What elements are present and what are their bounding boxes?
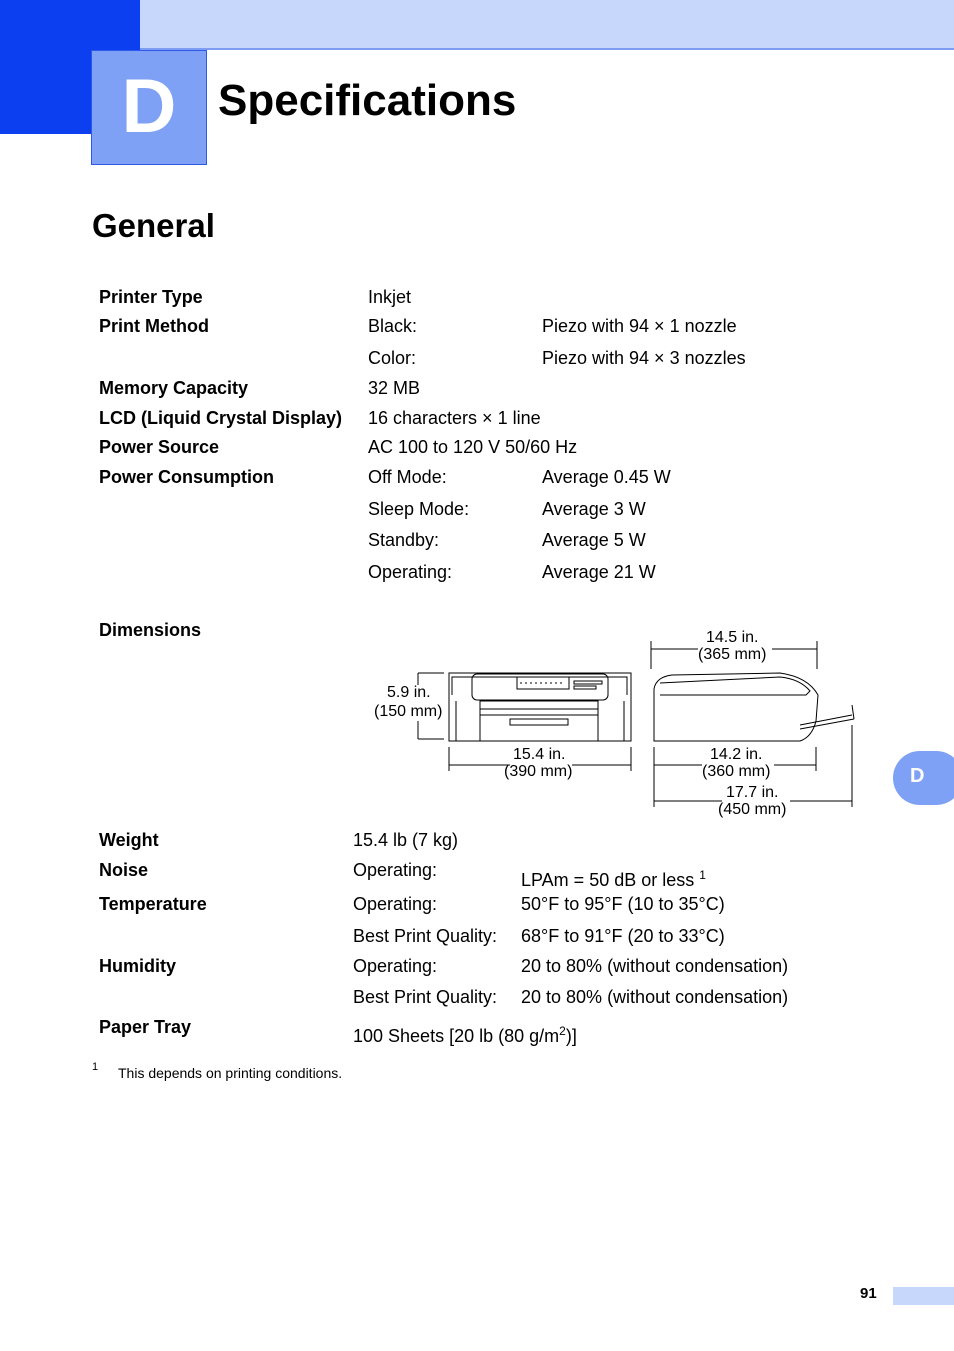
printer-type-label: Printer Type bbox=[99, 287, 203, 307]
page-number-bar bbox=[893, 1287, 954, 1305]
weight-value: 15.4 lb (7 kg) bbox=[353, 830, 459, 850]
top-depth-in-label: 14.5 in. bbox=[706, 629, 759, 646]
print-method-black-label: Black: bbox=[368, 316, 418, 336]
power-mode-label: Operating: bbox=[368, 562, 453, 582]
memory-capacity-label: Memory Capacity bbox=[99, 378, 249, 398]
full-depth-mm-label: (450 mm) bbox=[718, 801, 787, 818]
width-mm-label: (390 mm) bbox=[504, 763, 573, 780]
paper-tray-label: Paper Tray bbox=[99, 1017, 192, 1037]
chapter-title: Specifications bbox=[218, 76, 517, 125]
power-mode-label: Sleep Mode: bbox=[368, 499, 470, 519]
noise-value-text: LPAm = 50 dB or less bbox=[521, 870, 695, 890]
memory-capacity-value: 32 MB bbox=[368, 378, 421, 398]
printer-type-value: Inkjet bbox=[368, 287, 412, 307]
power-mode-value: Average 5 W bbox=[542, 530, 646, 550]
depth-in-label: 14.2 in. bbox=[710, 746, 763, 763]
printer-side-view-icon bbox=[654, 673, 854, 741]
header-divider bbox=[140, 48, 954, 50]
chapter-letter: D bbox=[121, 64, 177, 149]
power-mode-label: Standby: bbox=[368, 530, 440, 550]
dimensions-diagram bbox=[360, 625, 860, 825]
height-mm-label: (150 mm) bbox=[374, 703, 443, 720]
footnote-text: This depends on printing conditions. bbox=[118, 1065, 343, 1081]
paper-tray-value-sup: 2 bbox=[559, 1024, 566, 1038]
print-method-black-value: Piezo with 94 × 1 nozzle bbox=[542, 316, 737, 336]
temperature-best-label: Best Print Quality: bbox=[353, 926, 498, 946]
noise-footnote-ref: 1 bbox=[699, 868, 706, 882]
power-mode-value: Average 21 W bbox=[542, 562, 656, 582]
power-mode-value: Average 3 W bbox=[542, 499, 646, 519]
temperature-label: Temperature bbox=[99, 894, 207, 914]
print-method-color-value: Piezo with 94 × 3 nozzles bbox=[542, 348, 746, 368]
paper-tray-value-pre: 100 Sheets [20 lb (80 g/m bbox=[353, 1026, 560, 1046]
paper-tray-value bbox=[353, 1020, 577, 1047]
top-depth-mm-label: (365 mm) bbox=[698, 646, 767, 663]
noise-label: Noise bbox=[99, 860, 149, 880]
page-number: 91 bbox=[860, 1285, 877, 1302]
power-source-value: AC 100 to 120 V 50/60 Hz bbox=[368, 437, 578, 457]
power-mode-value: Average 0.45 W bbox=[542, 467, 671, 487]
noise-value bbox=[521, 864, 706, 891]
power-consumption-label: Power Consumption bbox=[99, 467, 274, 487]
power-mode-label: Off Mode: bbox=[368, 467, 447, 487]
header-band bbox=[0, 0, 954, 49]
humidity-best-value: 20 to 80% (without condensation) bbox=[521, 987, 789, 1007]
temperature-op-value: 50°F to 95°F (10 to 35°C) bbox=[521, 894, 725, 914]
humidity-op-label: Operating: bbox=[353, 956, 438, 976]
depth-mm-label: (360 mm) bbox=[702, 763, 771, 780]
height-in-label: 5.9 in. bbox=[387, 684, 431, 701]
weight-label: Weight bbox=[99, 830, 159, 850]
side-chapter-tab-label: D bbox=[910, 765, 925, 787]
width-in-label: 15.4 in. bbox=[513, 746, 566, 763]
humidity-best-label: Best Print Quality: bbox=[353, 987, 498, 1007]
footnote-mark: 1 bbox=[92, 1061, 99, 1073]
lcd-label: LCD (Liquid Crystal Display) bbox=[99, 408, 343, 428]
temperature-op-label: Operating: bbox=[353, 894, 438, 914]
humidity-op-value: 20 to 80% (without condensation) bbox=[521, 956, 789, 976]
paper-tray-value-post: )] bbox=[565, 1026, 577, 1046]
lcd-value: 16 characters × 1 line bbox=[368, 408, 541, 428]
section-title: General bbox=[92, 207, 215, 244]
humidity-label: Humidity bbox=[99, 956, 177, 976]
print-method-color-label: Color: bbox=[368, 348, 417, 368]
power-source-label: Power Source bbox=[99, 437, 220, 457]
full-depth-in-label: 17.7 in. bbox=[726, 784, 779, 801]
printer-front-view-icon bbox=[449, 673, 631, 741]
dimensions-label: Dimensions bbox=[99, 620, 202, 640]
print-method-label: Print Method bbox=[99, 316, 209, 336]
noise-mode-label: Operating: bbox=[353, 860, 438, 880]
temperature-best-value: 68°F to 91°F (20 to 33°C) bbox=[521, 926, 725, 946]
